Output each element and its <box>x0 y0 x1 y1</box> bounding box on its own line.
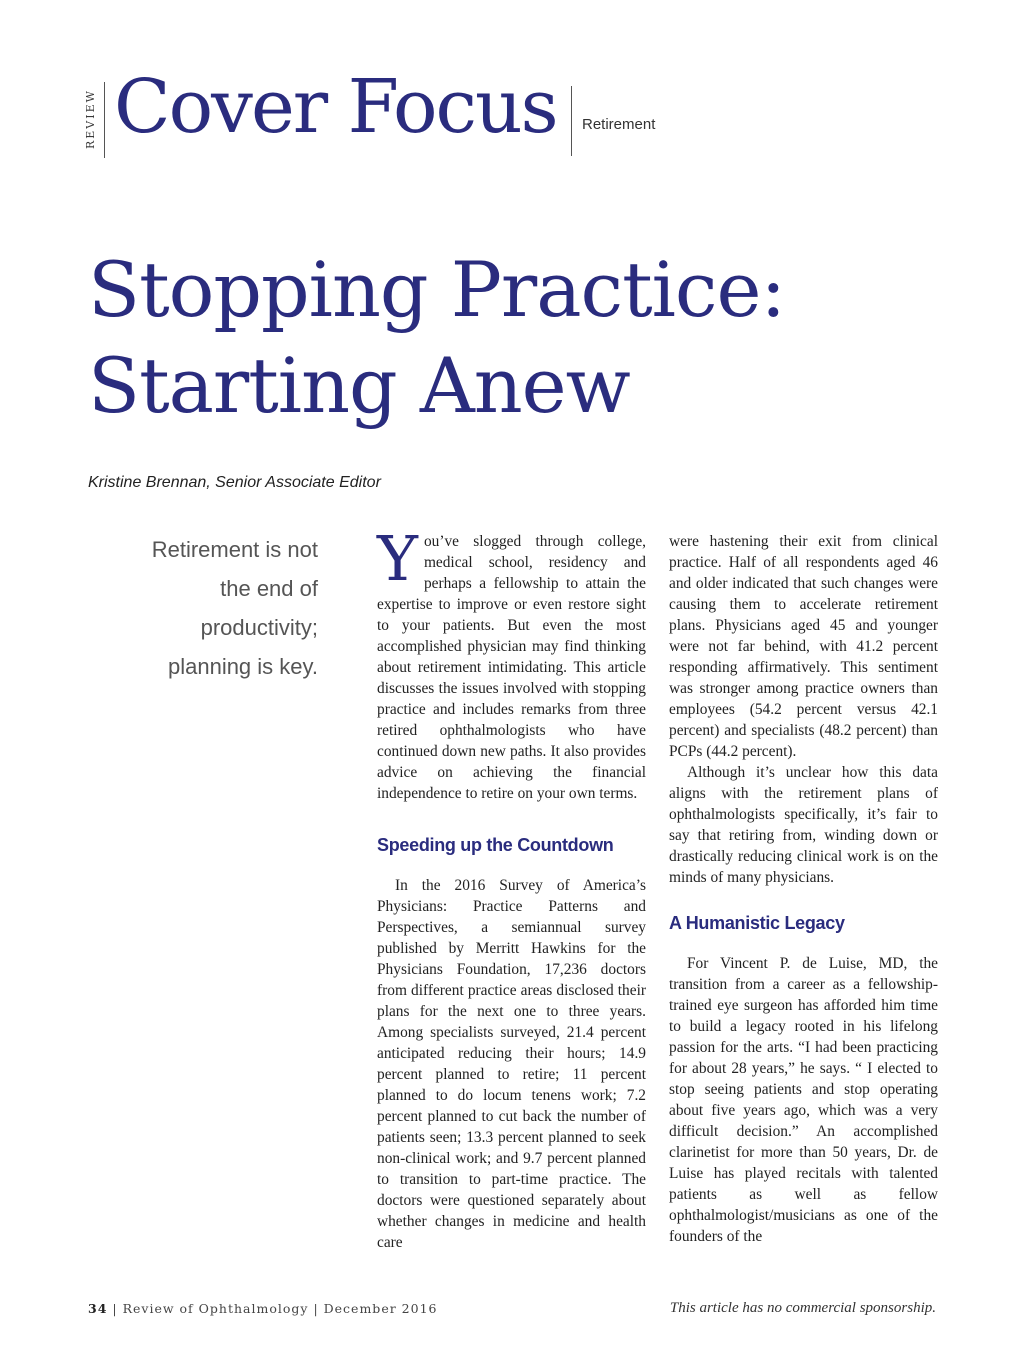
page-number: 34 <box>88 1301 108 1316</box>
subhead-legacy: A Humanistic Legacy <box>669 913 845 933</box>
drop-cap: Y <box>377 522 418 595</box>
header-divider-left <box>104 82 105 158</box>
intro-paragraph <box>377 522 646 804</box>
article-column-1 <box>377 522 646 1253</box>
article-title <box>88 242 888 434</box>
body-paragraph-survey-cont: were hastening their exit from clinical practice. Half of all respondents aged 46 and older indicated that such changes were causing them to accelerate retirement plans. Physicians aged 45 and younger were not far behind, with 41.2 percent responding affirmatively. This sentiment was stronger among practice owners than employees (54.2 percent versus 42.1 percent) and specialists (48.2 percent) than PCPs (44.2 percent). <box>669 533 938 760</box>
section-tag: Retirement <box>582 116 656 133</box>
section-title: Cover Focus <box>114 64 557 150</box>
issue-date: December 2016 <box>323 1301 438 1316</box>
subhead-countdown: Speeding up the Countdown <box>377 835 614 855</box>
footer-separator: | <box>313 1301 319 1316</box>
sponsorship-disclaimer: This article has no commercial sponsorship. <box>669 1300 936 1316</box>
footer-separator: | <box>112 1301 118 1316</box>
title-line-1: Stopping Practice: <box>88 245 786 334</box>
page-footer <box>88 1301 437 1316</box>
publication-name: Review of Ophthalmology <box>122 1301 309 1316</box>
article-column-2 <box>669 531 938 1247</box>
body-paragraph-survey: In the 2016 Survey of America’s Physicians: Practice Patterns and Perspectives, a semiannual survey published by Merritt Hawkins for the Physicians Foundation, 17,236 doctors from different practice areas disclosed their plans for the next one to three years. Among specialists surveyed, 21.4 percent anticipated reducing their hours; 14.9 percent planned to retire; 11 percent planned to do locum tenens work; 7.2 percent planned to cut back the number of patients seen; 13.3 percent planned to seek non-clinical work; and 9.7 percent planned to transition to part-time practice. The doctors were questioned separately about whether changes in medicine and health care <box>377 877 646 1251</box>
header-divider-right <box>571 86 572 156</box>
title-line-2: Starting Anew <box>88 341 630 430</box>
body-paragraph-data: Although it’s unclear how this data aligns with the retirement plans of ophthalmologists specifically, it’s fair to say that retiring from, winding down or drastically reducing clinical work is on the minds of many physicians. <box>669 764 938 886</box>
body-paragraph-deluise: For Vincent P. de Luise, MD, the transition from a career as a fellowship-trained eye surgeon has afforded him time to build a legacy rooted in his lifelong passion for the arts. “I had been practicing for about 28 years,” he says. “ I elected to stop seeing patients and stop operating about five years ago, which was a very difficult decision.” An accomplished clarinetist for more than 50 years, Dr. de Luise has played recitals with talented patients as well as fellow ophthalmologist/musicians as one of the founders of the <box>669 955 938 1245</box>
intro-text: ou’ve slogged through college, medical school, residency and perhaps a fellowship to attain the expertise to improve or even restore sight to your patients. But even the most accomplished physician may find thinking about retirement intimidating. This article discusses the issues involved with stopping practice and includes remarks from three retired ophthalmologists who have continued down new paths. It also provides advice on achieving the financial independence to retire on your own terms. <box>377 533 646 802</box>
byline: Kristine Brennan, Senior Associate Editor <box>88 474 381 491</box>
review-label: REVIEW <box>84 89 97 149</box>
pullquote: Retirement is not the end of productivity; planning is key. <box>151 537 318 679</box>
